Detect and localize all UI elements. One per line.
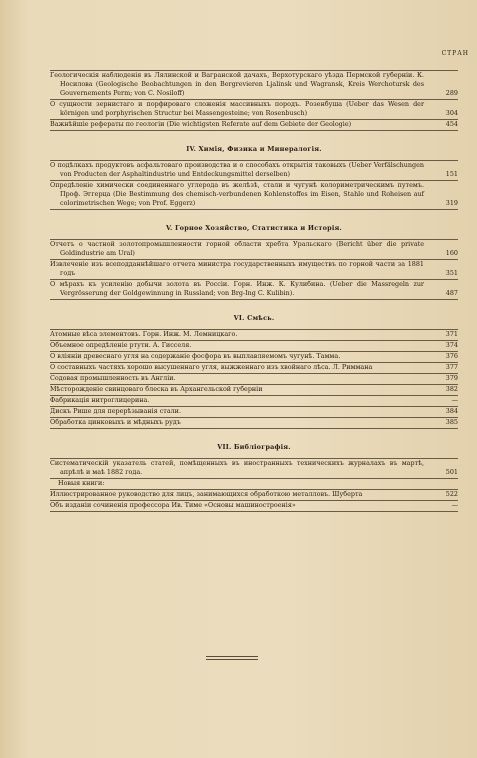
toc-entry <box>50 70 458 100</box>
toc-entry-title: Новыя книги: <box>58 479 105 487</box>
closing-rule <box>206 656 258 657</box>
toc-entry-page-number: 319 <box>445 199 458 207</box>
toc-entry-title: Дискъ Рише для перерѣзыванія стали. <box>50 407 181 415</box>
toc-entry-title: О подѣлкахъ продуктовъ асфальтоваго производства и о способахъ открытія таковыхъ (Ueber Verfälschungen von Producten der Asphaltindustrie und Entdeckungsmittel derselben) <box>50 161 424 178</box>
toc-entry-title: Систематическій указатель статей, помѣщенныхъ въ иностранныхъ техническихъ журналахъ въ мартѣ, апрѣлѣ и маѣ 1882 года. <box>50 459 424 476</box>
toc-entry <box>50 280 458 300</box>
section-heading: IV. Химія, Физика и Минералогія. <box>186 145 322 153</box>
toc-entry <box>50 239 458 260</box>
toc-entry-title: Отчетъ о частной золотопромышленности горной области хребта Уральскаго (Bericht über die private Goldindustrie am Ural) <box>50 240 424 257</box>
toc-entry-page-number: 454 <box>445 120 458 128</box>
closing-rule-lower <box>206 659 258 660</box>
page-column-label: СТРАН <box>441 50 469 57</box>
toc-entry-title: Иллюстрированное руководство для лицъ, занимающихся обработкою металловъ. Шуберта <box>50 490 363 498</box>
toc-entry <box>50 352 458 363</box>
toc-entry-page-number: 151 <box>445 170 458 178</box>
toc-entry <box>50 418 458 429</box>
toc-entry <box>50 501 458 512</box>
toc-entry-title: О вліяніи древеснаго угля на содержаніе фосфора въ выплавляемомъ чугунѣ. Тамма. <box>50 352 341 360</box>
toc-entry-title: Объемное опредѣленіе ртути. А. Гисселя. <box>50 341 192 349</box>
toc-entry-title: Мѣсторожденіе свинцоваго блеска въ Архангельской губерніи <box>50 385 263 393</box>
toc-entry <box>50 458 458 479</box>
section-heading: VII. Библіографія. <box>217 443 291 451</box>
toc-entry <box>50 160 458 181</box>
toc-entry <box>50 407 458 418</box>
toc-entry-page-number: 377 <box>445 363 458 371</box>
toc-entry-page-number: — <box>451 501 458 509</box>
toc-entry-page-number: 384 <box>445 407 458 415</box>
toc-entry-title: Содовая промышленность въ Англіи. <box>50 374 176 382</box>
toc-entry-title: Объ изданіи сочиненія профессора Ив. Тиме «Основы машиностроенія» <box>50 501 296 509</box>
toc-entry-page-number: 371 <box>445 330 458 338</box>
toc-entry-page-number: 501 <box>445 468 458 476</box>
toc-entry-page-number: 351 <box>445 269 458 277</box>
toc-entry <box>50 100 458 120</box>
toc-entry <box>50 181 458 210</box>
toc-entry-page-number: 382 <box>445 385 458 393</box>
toc-entry-page-number: 379 <box>445 374 458 382</box>
toc-entry-page-number: 522 <box>445 490 458 498</box>
toc-entry-page-number: — <box>451 396 458 404</box>
toc-entry <box>50 363 458 374</box>
toc-entry-title: Опредѣленіе химически соединеннаго углерода въ желѣзѣ, стали и чугунѣ колориметрическимъ путемъ. Проф. Эггерца (Die Bestimmung des chemisch-verbundenen Kohlenstoffes im Eisen, Stahle und Roheisen auf colorimetrischen Wege; von Prof. Eggerz) <box>50 181 424 207</box>
toc-entry <box>50 396 458 407</box>
toc-entry-page-number: 304 <box>445 109 458 117</box>
toc-entry-title: О составныхъ частяхъ хорошо высушеннаго угля, выжженнаго изъ хвойнаго лѣса. Л. Риммана <box>50 363 373 371</box>
toc-entry <box>50 374 458 385</box>
section-heading: VI. Смѣсь. <box>233 314 275 322</box>
toc-entry <box>50 329 458 341</box>
toc-entry <box>50 490 458 501</box>
toc-entry <box>50 385 458 396</box>
toc-entry-title: Фабрикація нитроглицерина. <box>50 396 150 404</box>
toc-entry <box>50 260 458 280</box>
toc-entry-page-number: 289 <box>445 89 458 97</box>
toc-entry-title: Важнѣйшіе рефераты по геологіи (Die wichtigsten Referate auf dem Gebiete der Geologie) <box>50 120 352 128</box>
section-heading: V. Горное Хозяйство, Статистика и Исторія. <box>165 224 343 232</box>
toc-entry-page-number: 487 <box>445 289 458 297</box>
toc-entry-title: О сущности зернистаго и порфироваго сложенія массивныхъ породъ. Розенбуша (Ueber das Wesen der körnigen und porphyrischen Structur bei Massengesteine; von Rosenbusch) <box>50 100 424 117</box>
toc-entry <box>50 341 458 352</box>
toc-entry-title: Обработка цинковыхъ и мѣдныхъ рудъ <box>50 418 181 426</box>
toc-entry-page-number: 160 <box>445 249 458 257</box>
toc-entry-title: О мѣрахъ къ усиленію добычи золота въ Россіи. Горн. Инж. К. Кулибина. (Ueber die Massregeln zur Vergrösserung der Goldgewinnung in Russland; von Brg-Ing C. Kulibin). <box>50 280 424 297</box>
toc-entry <box>50 120 458 131</box>
toc-entry-title: Атомные вѣса элементовъ. Горн. Инж. М. Лемницкаго. <box>50 330 238 338</box>
toc-entry-title: Геологическія наблюденія въ Лялинской и Вагранской дачахъ, Верхотурскаго уѣзда Пермской губерніи. К. Носилова (Geologische Beobachtungen in den Bergrevieren Ljalinsk und Wagransk, Kreis Werchotursk des Gouvernements Perm; von C. Nosiloff) <box>50 71 424 97</box>
toc-entry-title: Извлеченіе изъ всеподданнѣйшаго отчета министра государственныхъ имуществъ по горной части за 1881 годъ <box>50 260 424 277</box>
toc-entry <box>50 479 458 490</box>
toc-entry-page-number: 385 <box>445 418 458 426</box>
toc-entry-page-number: 376 <box>445 352 458 360</box>
table-of-contents <box>50 70 458 512</box>
toc-entry-page-number: 374 <box>445 341 458 349</box>
